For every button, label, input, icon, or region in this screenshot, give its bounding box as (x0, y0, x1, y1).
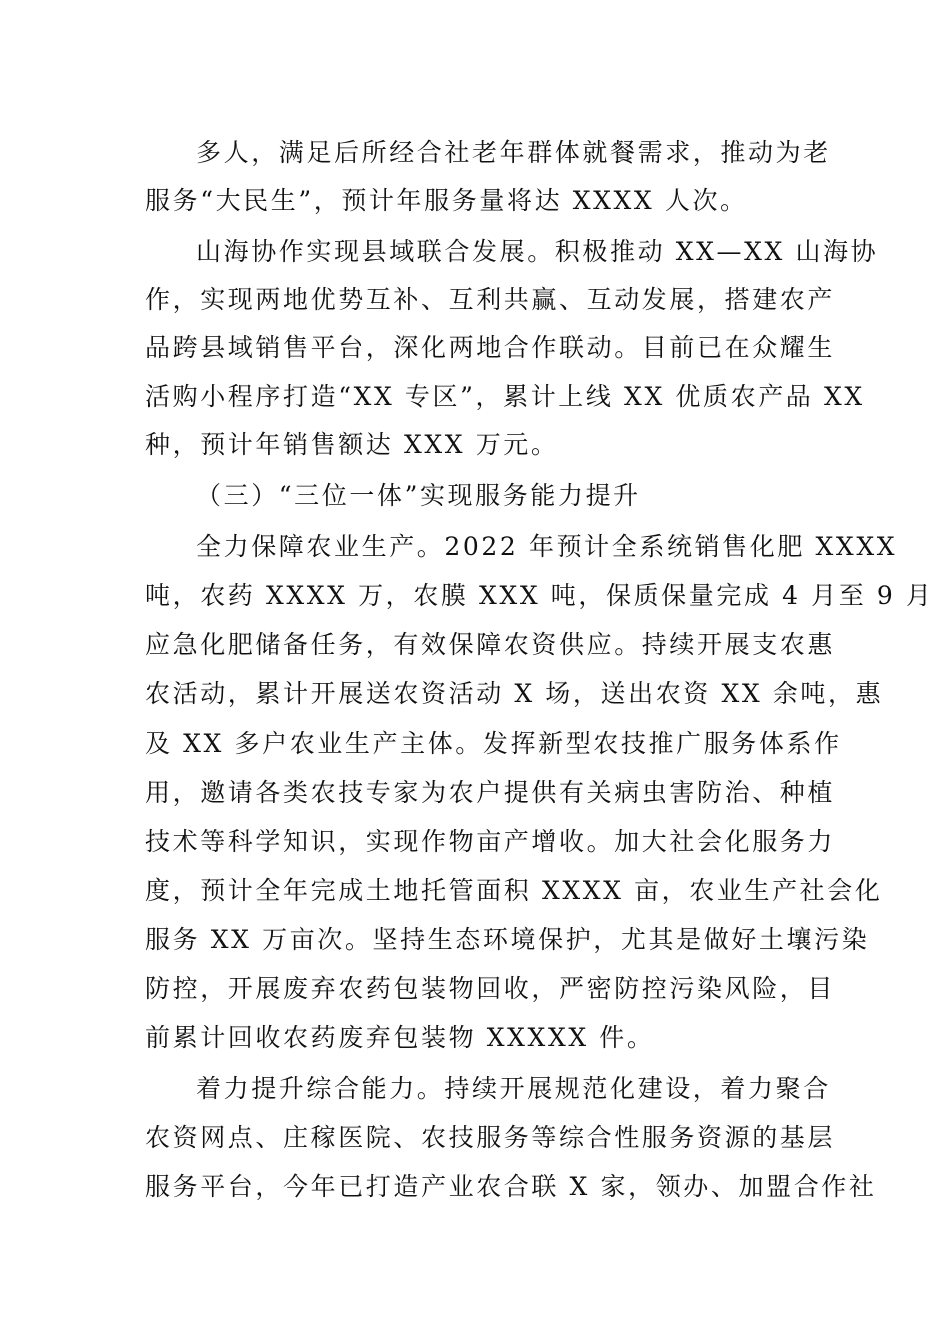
text-line: 品跨县域销售平台，深化两地合作联动。目前已在众耀生 (145, 333, 836, 362)
text-line: 多人，满足后所经合社老年群体就餐需求，推动为老 (196, 138, 831, 167)
text-line: 服务“大民生”，预计年服务量将达 XXXX 人次。 (145, 186, 748, 215)
text-line: 全力保障农业生产。2022 年预计全系统销售化肥 XXXX (196, 532, 898, 561)
text-line: 用，邀请各类农技专家为农户提供有关病虫害防治、种植 (145, 778, 836, 807)
text-line: 山海协作实现县域联合发展。积极推动 XX—XX 山海协 (196, 237, 879, 266)
text-line: 度，预计全年完成土地托管面积 XXXX 亩，农业生产社会化 (145, 876, 883, 905)
text-line: 应急化肥储备任务，有效保障农资供应。持续开展支农惠 (145, 630, 836, 659)
text-line: 服务平台，今年已打造产业农合联 X 家，领办、加盟合作社 (145, 1172, 877, 1201)
section-heading: （三）“三位一体”实现服务能力提升 (196, 481, 641, 510)
text-line: 作，实现两地优势互补、互利共赢、互动发展，搭建农产 (145, 285, 836, 314)
text-line: 吨，农药 XXXX 万，农膜 XXX 吨，保质保量完成 4 月至 9 月 (145, 581, 934, 610)
text-line: 服务 XX 万亩次。坚持生态环境保护，尤其是做好土壤污染 (145, 925, 870, 954)
text-line: 农资网点、庄稼医院、农技服务等综合性服务资源的基层 (145, 1123, 836, 1152)
text-line: 种，预计年销售额达 XXX 万元。 (145, 430, 559, 459)
text-line: 着力提升综合能力。持续开展规范化建设，着力聚合 (196, 1074, 831, 1103)
text-line: 活购小程序打造“XX 专区”，累计上线 XX 优质农产品 XX (145, 382, 865, 411)
text-line: 及 XX 多户农业生产主体。发挥新型农技推广服务体系作 (145, 729, 842, 758)
text-line: 农活动，累计开展送农资活动 X 场，送出农资 XX 余吨，惠 (145, 679, 884, 708)
text-line: 前累计回收农药废弃包装物 XXXXX 件。 (145, 1023, 655, 1052)
text-line: 防控，开展废弃农药包装物回收，严密防控污染风险，目 (145, 974, 836, 1003)
text-line: 技术等科学知识，实现作物亩产增收。加大社会化服务力 (145, 827, 836, 856)
